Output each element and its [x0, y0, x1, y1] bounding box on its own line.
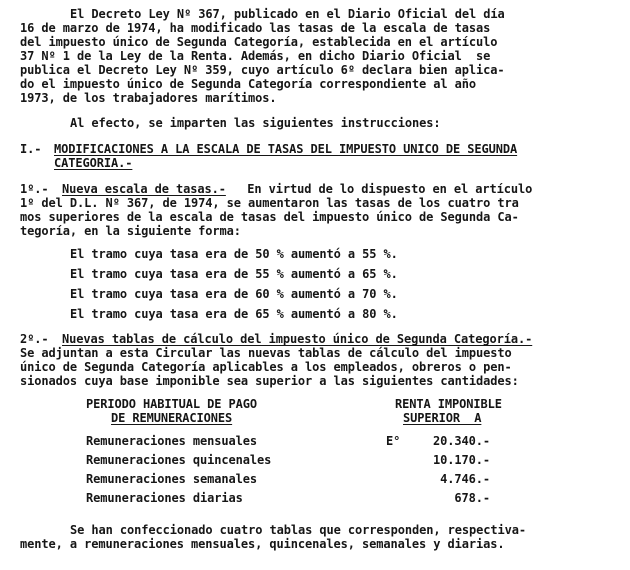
closing-line-2: mente, a remuneraciones mensuales, quincenales, semanales y diarias. [20, 537, 505, 551]
rate-change-1: El tramo cuya tasa era de 50 % aumentó a 55 %. [70, 247, 398, 261]
point2-line-2: único de Segunda Categoría aplicables a los empleados, obreros o pen- [20, 360, 512, 374]
section1-title-1: MODIFICACIONES A LA ESCALA DE TASAS DEL IMPUESTO UNICO DE SEGUNDA [54, 142, 518, 156]
rate-change-4: El tramo cuya tasa era de 65 % aumentó a 80 %. [70, 307, 398, 321]
point2-heading: Nuevas tablas de cálculo del impuesto único de Segunda Categoría.- [62, 332, 533, 346]
table-row-period-3: Remuneraciones semanales [86, 472, 257, 486]
table-row-amount-4: 678.- [454, 491, 490, 505]
table-row-period-4: Remuneraciones diarias [86, 491, 243, 505]
intro-line-7: 1973, de los trabajadores marítimos. [20, 91, 277, 105]
point2-line-3: sionados cuya base imponible sea superior a las siguientes cantidades: [20, 374, 519, 388]
table-row-amount-2: 10.170.- [433, 453, 490, 467]
point1-heading-rest: En virtud de lo dispuesto en el artículo [233, 182, 533, 196]
point1-number: 1º.- [20, 182, 49, 196]
point2-number: 2º.- [20, 332, 49, 346]
table-col1-header-1: PERIODO HABITUAL DE PAGO [86, 397, 257, 411]
instructions-line: Al efecto, se imparten las siguientes instrucciones: [70, 116, 441, 130]
intro-line-6: do el impuesto único de Segunda Categoría correspondiente al año [20, 77, 476, 91]
table-row-amount-1: 20.340.- [433, 434, 490, 448]
table-row-period-2: Remuneraciones quincenales [86, 453, 272, 467]
table-row-amount-3: 4.746.- [440, 472, 490, 486]
point1-line-3: tegoría, en la siguiente forma: [20, 224, 241, 238]
point1-line-1: 1º del D.L. Nº 367, de 1974, se aumentaron las tasas de los cuatro tra [20, 196, 519, 210]
intro-line-2: 16 de marzo de 1974, ha modificado las tasas de la escala de tasas [20, 21, 491, 35]
intro-line-3: del impuesto único de Segunda Categoría, establecida en el artículo [20, 35, 498, 49]
intro-line-5: publica el Decreto Ley Nº 359, cuyo artículo 6º declara bien aplica- [20, 63, 505, 77]
point1-heading: Nueva escala de tasas.- [62, 182, 226, 196]
section1-number: I.- [20, 142, 42, 156]
section1-title-2: CATEGORIA.- [54, 156, 133, 170]
table-col2-header-1: RENTA IMPONIBLE [395, 397, 502, 411]
table-row-period-1: Remuneraciones mensuales [86, 434, 257, 448]
rate-change-3: El tramo cuya tasa era de 60 % aumentó a 70 %. [70, 287, 398, 301]
currency-symbol: E° [386, 434, 401, 448]
point2-line-1: Se adjuntan a esta Circular las nuevas tablas de cálculo del impuesto [20, 346, 512, 360]
closing-line-1: Se han confeccionado cuatro tablas que corresponden, respectiva- [70, 523, 526, 537]
intro-line-4: 37 Nº 1 de la Ley de la Renta. Además, en dicho Diario Oficial se [20, 49, 491, 63]
table-col2-header-2: SUPERIOR A [403, 411, 482, 425]
point1-line-2: mos superiores de la escala de tasas del impuesto único de Segunda Ca- [20, 210, 519, 224]
intro-line-1: El Decreto Ley Nº 367, publicado en el Diario Oficial del día [70, 7, 505, 21]
table-col1-header-2: DE REMUNERACIONES [111, 411, 233, 425]
rate-change-2: El tramo cuya tasa era de 55 % aumentó a 65 %. [70, 267, 398, 281]
